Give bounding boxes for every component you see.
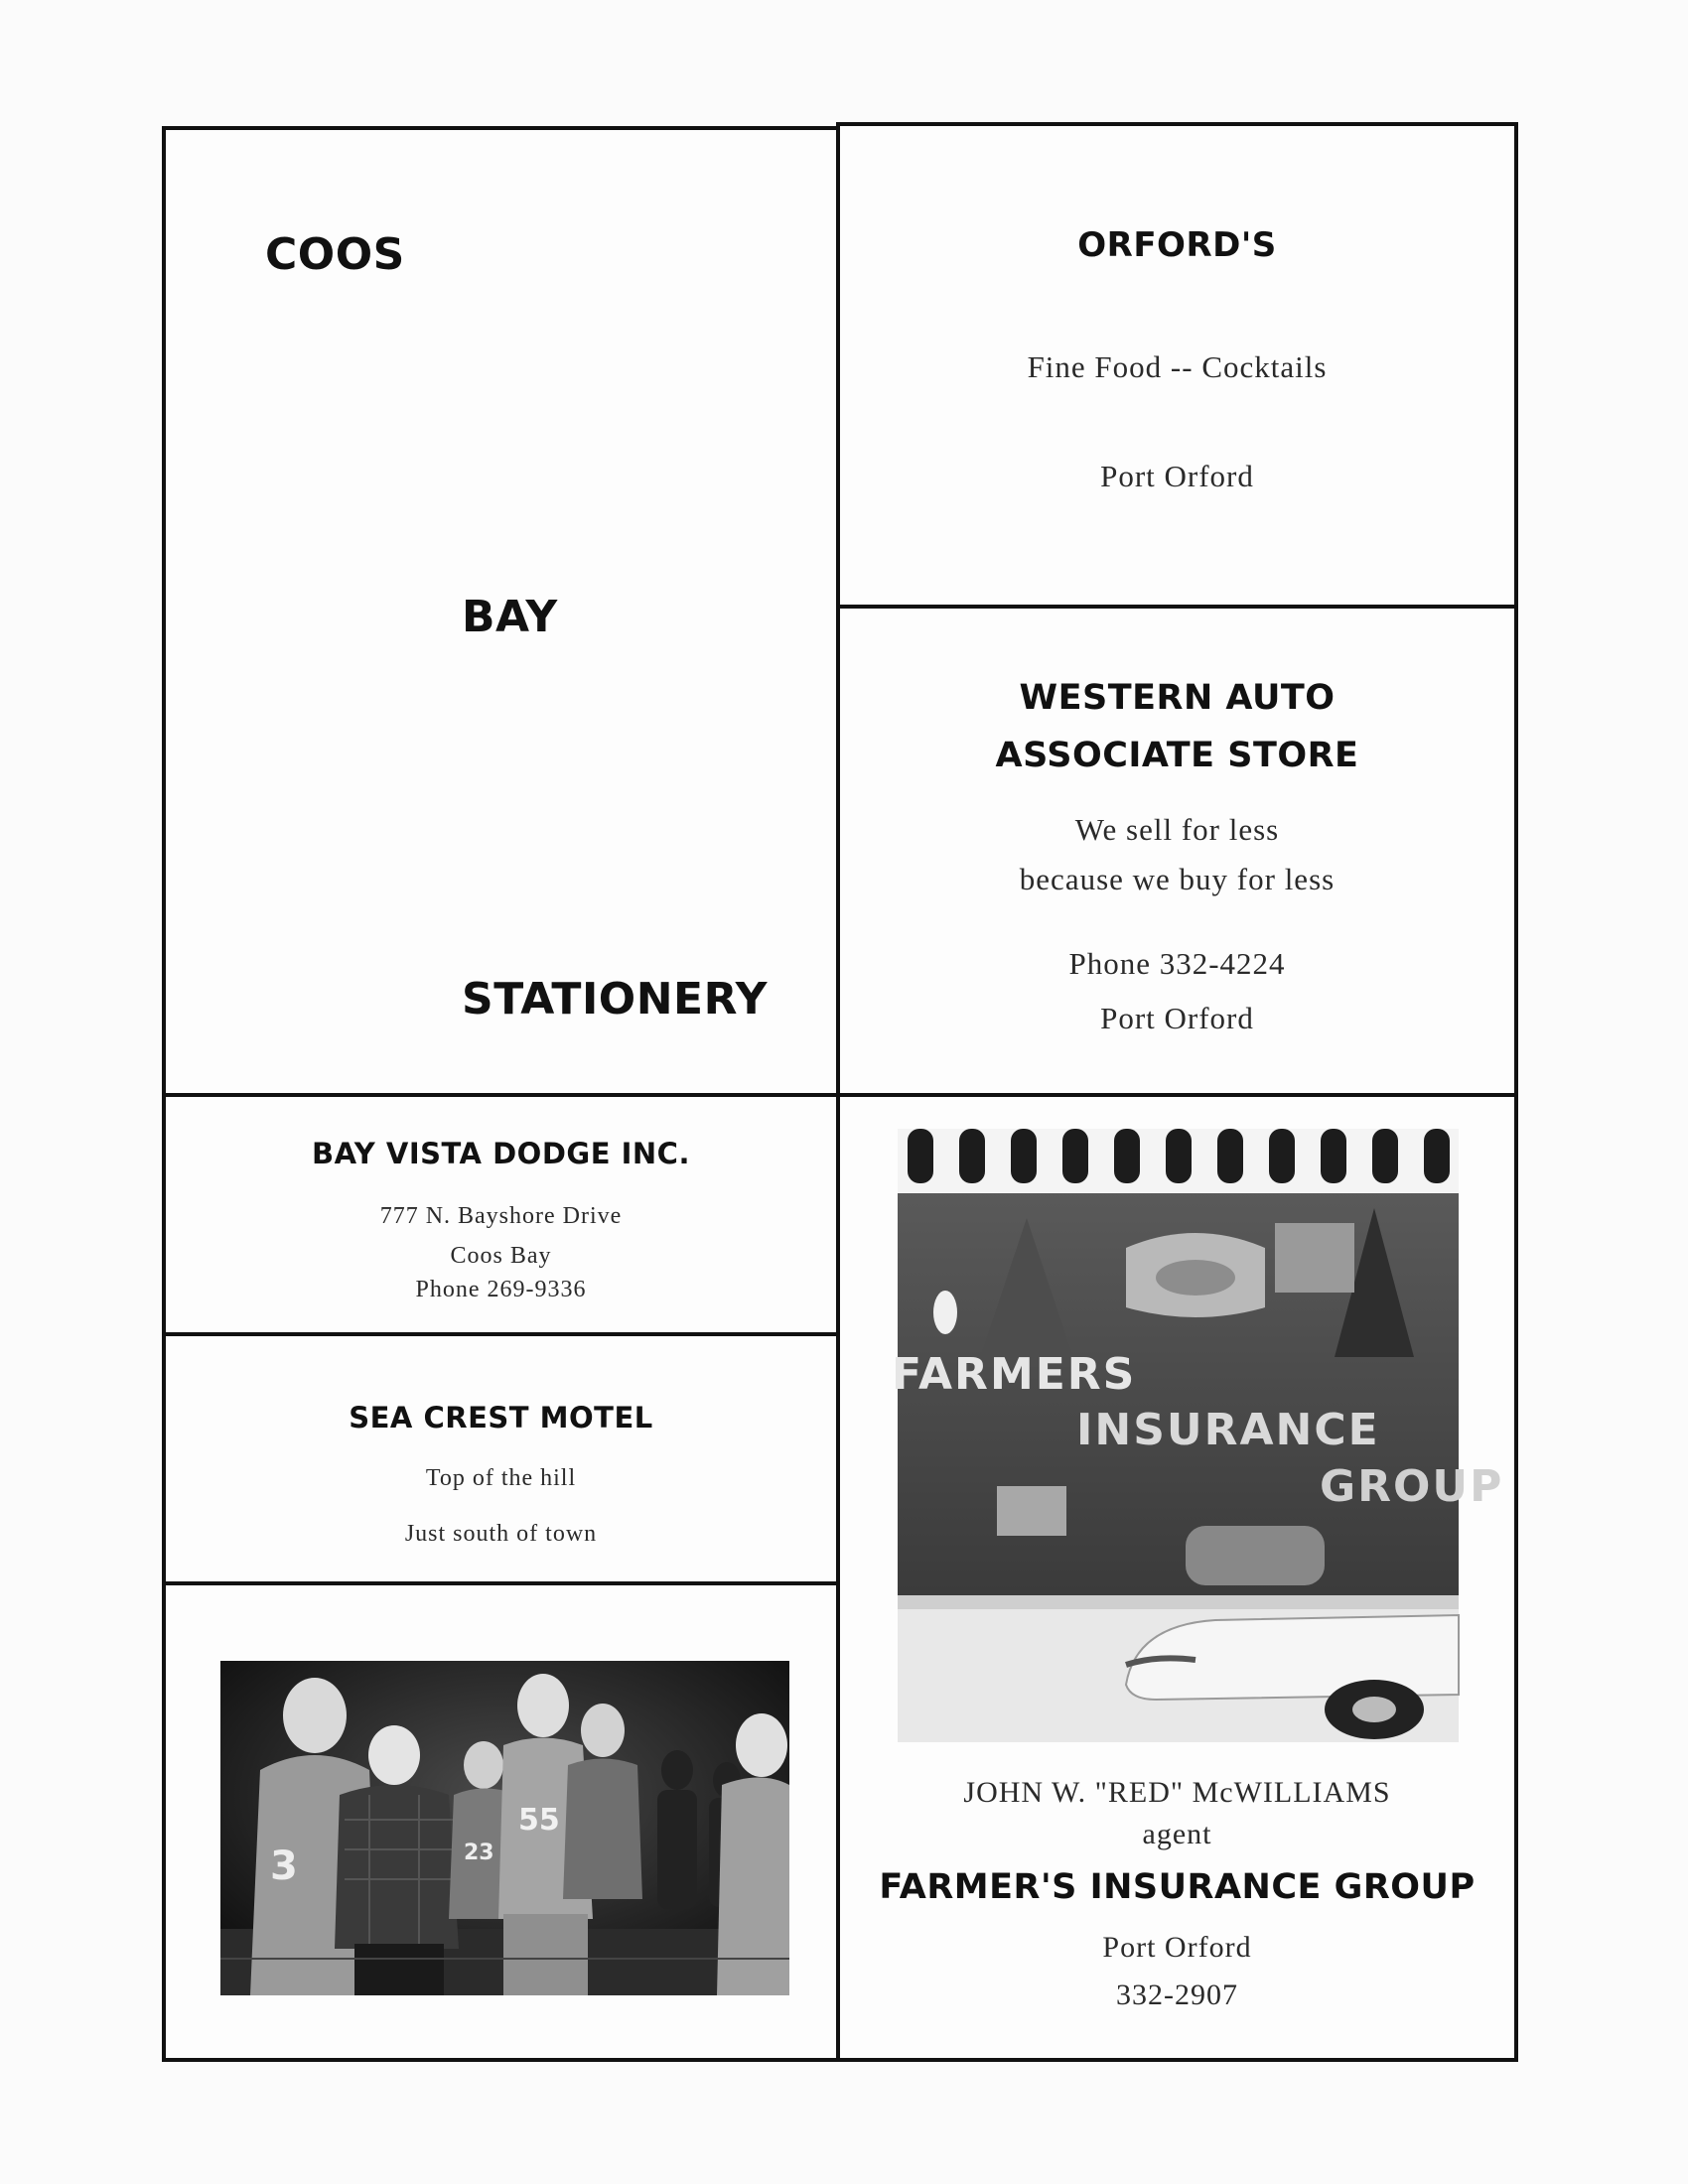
ad-location: Port Orford <box>1100 459 1254 493</box>
ad-orfords <box>836 122 1518 609</box>
farmers-storefront-photo <box>892 1129 1504 1742</box>
ad-line2: Just south of town <box>404 1521 598 1547</box>
ad-title-line2: ASSOCIATE STORE <box>995 736 1359 775</box>
svg-text:23: 23 <box>464 1841 494 1865</box>
ad-location: Port Orford <box>1102 1931 1252 1964</box>
ad-slogan-line2: because we buy for less <box>1019 862 1336 896</box>
ad-photo-box <box>162 1581 840 2062</box>
ad-slogan-line1: We sell for less <box>1074 812 1280 847</box>
ad-bay-vista-dodge <box>162 1093 840 1336</box>
ad-word-bay: BAY <box>462 592 558 642</box>
ad-title-line1: WESTERN AUTO <box>1019 678 1336 718</box>
ad-location: Port Orford <box>1100 1001 1254 1035</box>
ad-phone: 332-2907 <box>1116 1979 1238 2011</box>
ad-city: Coos Bay <box>450 1243 552 1269</box>
svg-text:55: 55 <box>518 1803 560 1838</box>
sign-text-insurance: INSURANCE <box>1076 1405 1380 1455</box>
ad-title: BAY VISTA DODGE INC. <box>312 1137 690 1170</box>
ad-agent-name: JOHN W. "RED" McWILLIAMS <box>963 1776 1391 1809</box>
ad-sea-crest-motel <box>162 1332 840 1585</box>
ad-phone: Phone 332-4224 <box>1068 946 1286 981</box>
sign-text-group: GROUP <box>1320 1461 1504 1512</box>
ad-tagline: Fine Food -- Cocktails <box>1027 349 1328 384</box>
ad-agent-title: agent <box>1142 1818 1212 1850</box>
ad-line1: Top of the hill <box>425 1465 577 1491</box>
ad-phone: Phone 269-9336 <box>415 1277 587 1302</box>
ad-western-auto <box>836 605 1518 1097</box>
ad-title: SEA CREST MOTEL <box>349 1401 653 1434</box>
svg-text:3: 3 <box>270 1843 298 1889</box>
ad-farmers-insurance <box>836 1093 1518 2062</box>
ad-title: ORFORD'S <box>1077 225 1277 265</box>
sign-text-farmers: FARMERS <box>892 1349 1137 1400</box>
ad-word-coos: COOS <box>265 229 405 280</box>
ad-company: FARMER'S INSURANCE GROUP <box>879 1867 1476 1907</box>
ad-word-stationery: STATIONERY <box>462 974 768 1024</box>
basketball-team-photo <box>220 1661 789 1995</box>
ad-coos-bay-stationery <box>162 126 840 1097</box>
ad-address: 777 N. Bayshore Drive <box>379 1203 623 1229</box>
